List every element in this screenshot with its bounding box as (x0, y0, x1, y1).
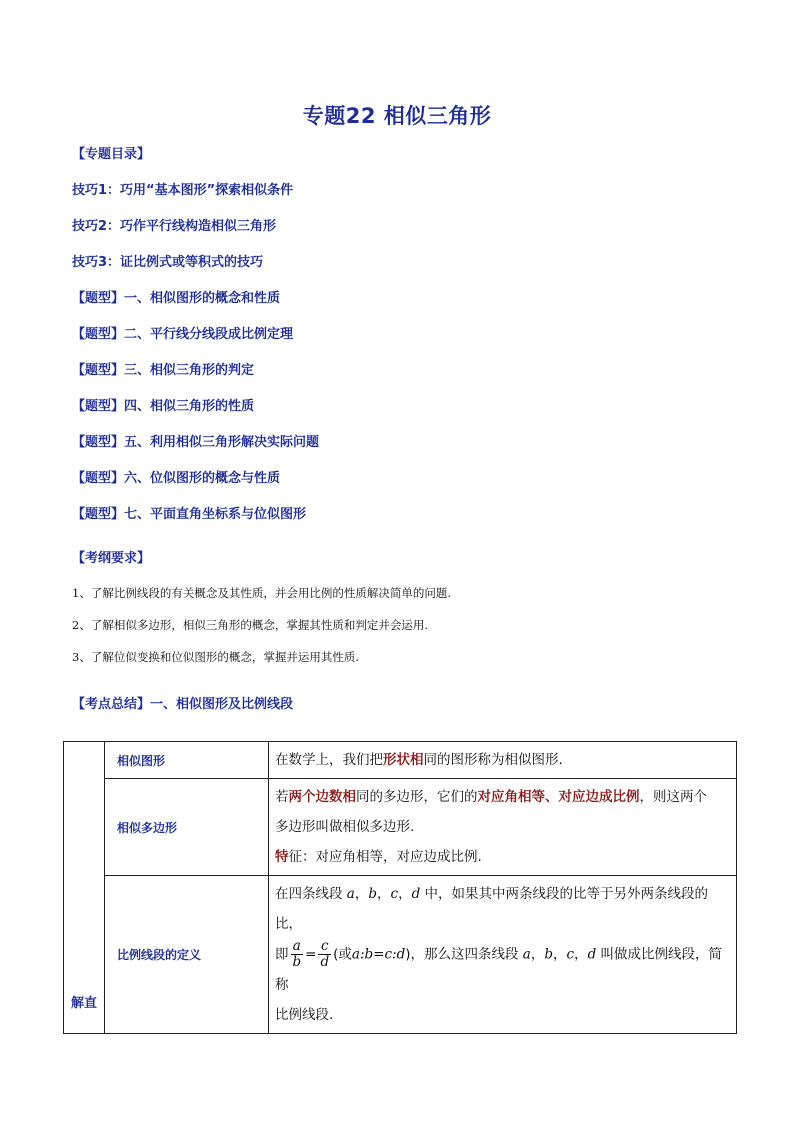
definition-cell (269, 876, 737, 1034)
toc-item: 【题型】七、平面直角坐标系与位似图形 (72, 507, 307, 522)
text-run: )，那么这四条线段 (405, 946, 519, 963)
variable: a (346, 886, 355, 902)
page-title: 专题22 相似三角形 (302, 104, 492, 128)
text-run: 征：对应角相等，对应边成比例. (288, 849, 482, 865)
toc-item: 【题型】三、相似三角形的判定 (72, 363, 255, 378)
denominator: d (320, 954, 330, 970)
term-cell: 相似图形 (105, 742, 269, 779)
definition-line (275, 782, 730, 812)
highlight-text: 对应边成比例 (558, 789, 640, 805)
text-run: 在四条线段 (275, 886, 343, 902)
requirement-item: 1、了解比例线段的有关概念及其性质，并会用比例的性质解决简单的问题. (72, 586, 451, 600)
table-row (64, 876, 737, 1034)
denominator: b (292, 954, 302, 970)
definitions-table (63, 741, 737, 1034)
definition-line: 在四条线段 a，b，c，d 中，如果其中两条线段的比等于另外两条线段的比， (275, 886, 709, 932)
definition-line: 即 $\frac{a}{b}$ = $\frac{c}{d}$ (或a:b=c:d)，那么这四条线段 a，b，c，d 叫做成比例线段，简称 (275, 938, 723, 993)
definition-cell (269, 742, 737, 779)
table-row (64, 779, 737, 876)
definition-line: 多边形叫做相似多边形. (275, 819, 415, 835)
summary-heading: 【考点总结】一、相似图形及比例线段 (72, 697, 294, 712)
text-run: 同的图形称为相似图形. (423, 752, 563, 768)
highlight-text: 两个边数相 (288, 789, 356, 805)
variable: d (411, 886, 421, 902)
toc-item: 技巧1：巧用“基本图形”探索相似条件 (72, 183, 294, 198)
requirements-heading: 【考纲要求】 (72, 551, 151, 566)
toc-item: 【题型】四、相似三角形的性质 (72, 399, 255, 414)
toc-item: 【题型】五、利用相似三角形解决实际问题 (72, 435, 320, 450)
text-run: 若 (275, 789, 289, 805)
variable: a (522, 946, 531, 963)
text-run: 在数学上，我们把 (275, 752, 383, 768)
requirement-item: 2、了解相似多边形，相似三角形的概念，掌握其性质和判定并会运用. (72, 618, 428, 632)
variable: d (587, 946, 597, 963)
toc-item: 【题型】一、相似图形的概念和性质 (72, 291, 281, 306)
ratio-expression: a:b=c:d (351, 946, 406, 963)
requirement-item: 3、了解位似变换和位似图形的概念，掌握并运用其性质. (72, 650, 359, 664)
fraction-a-over-b (291, 939, 304, 970)
side-label: 解直 (64, 742, 105, 1034)
toc-item: 技巧3：证比例式或等积式的技巧 (72, 255, 264, 270)
variable: b (544, 946, 554, 963)
toc-item: 【题型】二、平行线分线段成比例定理 (72, 327, 294, 342)
term-cell: 相似多边形 (105, 779, 269, 876)
text-run: 同的多边形，它们的 (356, 789, 478, 805)
fraction-c-over-d (318, 939, 331, 970)
highlight-text: 形状相 (383, 752, 424, 768)
text-run: 即 (275, 946, 289, 963)
numerator: c (318, 939, 331, 955)
numerator: a (291, 939, 304, 955)
text-run: ，则这两个 (639, 789, 707, 805)
term-cell: 比例线段的定义 (105, 876, 269, 1034)
highlight-text: 对应角相等 (477, 789, 545, 805)
text-run: 中，如果其中两条线段的比等于另外两条线段的比， (275, 886, 709, 932)
highlight-text: 、 (545, 789, 559, 805)
text-run: (或 (333, 946, 352, 963)
toc-heading: 【专题目录】 (72, 147, 151, 162)
definition-cell (269, 779, 737, 876)
table-row (64, 742, 737, 779)
definition-line: 比例线段. (275, 1007, 334, 1023)
toc-item: 【题型】六、位似图形的概念与性质 (72, 471, 281, 486)
variable: c (390, 886, 399, 902)
feature-line (275, 842, 730, 872)
text-run: 叫做成比例线段，简称 (275, 946, 723, 993)
toc-item: 技巧2：巧作平行线构造相似三角形 (72, 219, 277, 234)
highlight-text: 特 (275, 849, 289, 865)
variable: c (566, 946, 575, 963)
variable: b (368, 886, 378, 902)
